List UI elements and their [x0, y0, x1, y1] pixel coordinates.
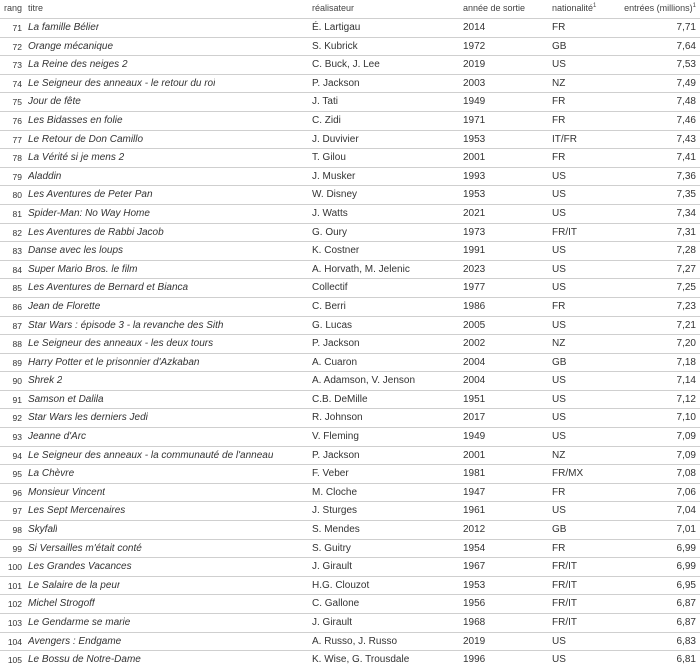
rank-cell: 101: [7, 580, 22, 591]
title-cell: Danse avec les loups: [28, 245, 124, 257]
header-nationality-footnote: 1: [593, 3, 597, 9]
year-cell: 1953: [463, 579, 486, 591]
rank-cell: 85: [12, 283, 22, 294]
title-cell: Les Bidasses en folie: [28, 114, 123, 126]
nationality-cell: US: [552, 375, 566, 387]
year-cell: 2023: [463, 263, 486, 275]
nationality-cell: FR/IT: [552, 598, 577, 610]
nationality-cell: US: [552, 393, 566, 405]
title-cell: Le Salaire de la peur: [28, 579, 121, 591]
rank-cell: 102: [7, 599, 22, 610]
entries-cell: 6,81: [676, 654, 696, 666]
entries-cell: 6,87: [676, 598, 696, 610]
year-cell: 1977: [463, 282, 486, 294]
director-cell: H.G. Clouzot: [312, 579, 370, 591]
year-cell: 2004: [463, 375, 486, 387]
rank-cell: 97: [12, 506, 22, 517]
table-row: [0, 92, 700, 111]
nationality-cell: IT/FR: [552, 133, 577, 145]
title-cell: Si Versailles m'était conté: [28, 542, 142, 554]
nationality-cell: FR: [552, 542, 566, 554]
entries-cell: 7,31: [676, 226, 696, 238]
year-cell: 2017: [463, 412, 486, 424]
table-body: [0, 18, 700, 669]
title-cell: La famille Bélier: [28, 22, 100, 33]
table-row: [0, 167, 700, 186]
table-row: [0, 520, 700, 539]
entries-cell: 7,46: [676, 114, 696, 126]
entries-cell: 7,09: [676, 449, 696, 461]
year-cell: 1961: [463, 505, 486, 517]
year-cell: 2012: [463, 524, 486, 536]
year-cell: 1956: [463, 598, 486, 610]
nationality-cell: US: [552, 170, 566, 182]
year-cell: 1953: [463, 133, 486, 145]
table-row: [0, 111, 700, 130]
entries-cell: 7,21: [676, 319, 696, 331]
table-row: [0, 316, 700, 335]
entries-cell: 6,99: [676, 542, 696, 554]
entries-cell: 7,64: [676, 40, 696, 52]
header-nationality: [552, 3, 596, 13]
year-cell: 1972: [463, 40, 486, 52]
director-cell: S. Mendes: [312, 524, 360, 536]
director-cell: A. Cuaron: [312, 356, 358, 368]
table-row: [0, 390, 700, 409]
title-cell: La Vérité si je mens 2: [28, 152, 125, 164]
year-cell: 1953: [463, 189, 486, 201]
title-cell: Les Sept Mercenaires: [28, 505, 126, 517]
nationality-cell: US: [552, 412, 566, 424]
title-cell: La Reine des neiges 2: [28, 59, 128, 71]
nationality-cell: FR: [552, 300, 566, 312]
rank-cell: 89: [12, 357, 22, 368]
rank-cell: 92: [12, 413, 22, 424]
nationality-cell: FR/IT: [552, 226, 577, 238]
title-cell: Super Mario Bros. le film: [28, 263, 138, 275]
table-row: [0, 408, 700, 427]
table-row: [0, 632, 700, 651]
title-cell: Star Wars : épisode 3 - la revanche des Sith: [28, 319, 224, 331]
rank-cell: 91: [12, 394, 22, 405]
entries-cell: 7,10: [676, 412, 696, 424]
entries-cell: 7,20: [676, 338, 696, 350]
nationality-cell: US: [552, 245, 566, 257]
header-nationality-label: nationalité: [552, 3, 594, 13]
director-cell: R. Johnson: [312, 412, 363, 424]
nationality-cell: US: [552, 319, 566, 331]
director-cell: C. Buck, J. Lee: [312, 59, 380, 71]
table-row: [0, 297, 700, 316]
rank-cell: 93: [12, 432, 22, 443]
rank-cell: 77: [12, 134, 22, 145]
rank-cell: 75: [12, 97, 22, 108]
table-row: [0, 241, 700, 260]
entries-cell: 7,41: [676, 152, 696, 164]
nationality-cell: GB: [552, 40, 567, 52]
table-row: [0, 501, 700, 520]
entries-cell: 7,27: [676, 263, 696, 275]
table-row: [0, 557, 700, 576]
title-cell: Avengers : Endgame: [28, 635, 122, 647]
nationality-cell: FR: [552, 96, 566, 108]
director-cell: J. Duvivier: [312, 133, 359, 145]
year-cell: 1947: [463, 486, 486, 498]
nationality-cell: FR/MX: [552, 468, 584, 480]
year-cell: 1986: [463, 300, 486, 312]
year-cell: 1991: [463, 245, 486, 257]
rank-cell: 79: [12, 171, 22, 182]
nationality-cell: US: [552, 207, 566, 219]
nationality-cell: FR: [552, 152, 566, 164]
table-row: [0, 594, 700, 613]
header-entries-label: entrées (millions): [624, 3, 693, 13]
year-cell: 1971: [463, 114, 486, 126]
rank-cell: 90: [12, 376, 22, 387]
title-cell: Les Aventures de Bernard et Bianca: [28, 282, 189, 294]
title-cell: Skyfall: [28, 524, 58, 536]
title-cell: Jeanne d'Arc: [28, 431, 87, 443]
rank-cell: 82: [12, 227, 22, 238]
nationality-cell: US: [552, 59, 566, 71]
table-row: [0, 464, 700, 483]
title-cell: Samson et Dalila: [28, 393, 104, 405]
year-cell: 1993: [463, 170, 486, 182]
year-cell: 2003: [463, 77, 486, 89]
rank-cell: 88: [12, 339, 22, 350]
rank-cell: 94: [12, 450, 22, 461]
title-cell: Jean de Florette: [28, 300, 101, 312]
title-cell: Michel Strogoff: [28, 598, 95, 610]
director-cell: C. Zidi: [312, 114, 341, 126]
director-cell: C. Berri: [312, 300, 346, 312]
director-cell: F. Veber: [312, 468, 349, 480]
entries-cell: 7,06: [676, 486, 696, 498]
director-cell: Collectif: [312, 282, 348, 294]
year-cell: 2019: [463, 635, 486, 647]
nationality-cell: US: [552, 505, 566, 517]
title-cell: Le Bossu de Notre-Dame: [28, 654, 141, 666]
rank-cell: 95: [12, 469, 22, 480]
rank-cell: 84: [12, 264, 22, 275]
year-cell: 1973: [463, 226, 486, 238]
title-cell: Orange mécanique: [28, 40, 114, 52]
header-rank: rang: [4, 3, 23, 13]
nationality-cell: US: [552, 431, 566, 443]
year-cell: 1996: [463, 654, 486, 666]
table-row: [0, 576, 700, 595]
nationality-cell: FR: [552, 22, 566, 33]
rank-cell: 73: [12, 60, 22, 71]
nationality-cell: GB: [552, 524, 567, 536]
director-cell: C.B. DeMille: [312, 393, 368, 405]
year-cell: 2004: [463, 356, 486, 368]
title-cell: Le Seigneur des anneaux - la communauté de l'anneau: [28, 449, 274, 461]
entries-cell: 7,18: [676, 356, 696, 368]
year-cell: 2001: [463, 449, 486, 461]
director-cell: T. Gilou: [312, 152, 346, 164]
rank-cell: 98: [12, 525, 22, 536]
nationality-cell: US: [552, 282, 566, 294]
table-row: [0, 483, 700, 502]
table-row: [0, 446, 700, 465]
director-cell: C. Gallone: [312, 598, 360, 610]
title-cell: Le Gendarme se marie: [28, 617, 131, 628]
director-cell: A. Adamson, V. Jenson: [312, 375, 416, 387]
director-cell: J. Watts: [312, 207, 348, 219]
year-cell: 1949: [463, 431, 486, 443]
rank-cell: 87: [12, 320, 22, 331]
table-header: [0, 0, 700, 18]
director-cell: G. Lucas: [312, 319, 353, 331]
header-title: titre: [28, 3, 44, 13]
entries-cell: 7,08: [676, 468, 696, 480]
table-row: [0, 613, 700, 632]
entries-cell: 7,49: [676, 77, 696, 89]
director-cell: J. Girault: [312, 561, 353, 573]
nationality-cell: FR/IT: [552, 561, 577, 573]
title-cell: Le Seigneur des anneaux - les deux tours: [28, 338, 214, 350]
title-cell: Monsieur Vincent: [28, 486, 106, 498]
nationality-cell: FR/IT: [552, 579, 577, 591]
entries-cell: 7,53: [676, 59, 696, 71]
entries-cell: 7,04: [676, 505, 696, 517]
title-cell: La Chèvre: [28, 468, 75, 480]
director-cell: J. Musker: [312, 170, 356, 182]
director-cell: A. Horvath, M. Jelenic: [312, 263, 410, 275]
table-row: [0, 74, 700, 93]
rank-cell: 78: [12, 153, 22, 164]
nationality-cell: US: [552, 189, 566, 201]
rank-cell: 105: [7, 655, 22, 666]
rank-cell: 80: [12, 190, 22, 201]
rank-cell: 72: [12, 41, 22, 52]
director-cell: V. Fleming: [312, 431, 359, 443]
header-year: année de sortie: [463, 3, 526, 13]
director-cell: S. Kubrick: [312, 40, 358, 52]
entries-cell: 6,99: [676, 561, 696, 573]
year-cell: 1951: [463, 393, 486, 405]
rank-cell: 83: [12, 246, 22, 257]
entries-cell: 7,23: [676, 300, 696, 312]
entries-cell: 6,87: [676, 617, 696, 628]
director-cell: P. Jackson: [312, 77, 360, 89]
director-cell: P. Jackson: [312, 449, 360, 461]
rank-cell: 71: [12, 23, 22, 33]
table-row: [0, 148, 700, 167]
header-director: réalisateur: [312, 3, 355, 13]
entries-cell: 7,48: [676, 96, 696, 108]
director-cell: J. Sturges: [312, 505, 358, 517]
director-cell: J. Girault: [312, 617, 353, 628]
title-cell: Spider-Man: No Way Home: [28, 207, 150, 219]
entries-cell: 7,36: [676, 170, 696, 182]
nationality-cell: NZ: [552, 449, 566, 461]
rank-cell: 74: [12, 78, 22, 89]
year-cell: 2019: [463, 59, 486, 71]
title-cell: Le Retour de Don Camillo: [28, 133, 144, 145]
director-cell: S. Guitry: [312, 542, 351, 554]
table-row: [0, 371, 700, 390]
table-row: [0, 18, 700, 37]
director-cell: A. Russo, J. Russo: [312, 635, 398, 647]
entries-cell: 7,09: [676, 431, 696, 443]
entries-cell: 7,28: [676, 245, 696, 257]
title-cell: Les Aventures de Rabbi Jacob: [28, 226, 164, 238]
table-row: [0, 260, 700, 279]
table-row: [0, 130, 700, 149]
nationality-cell: FR: [552, 114, 566, 126]
year-cell: 1967: [463, 561, 486, 573]
table-row: [0, 650, 700, 669]
year-cell: 2002: [463, 338, 486, 350]
entries-cell: 7,35: [676, 189, 696, 201]
title-cell: Aladdin: [28, 170, 62, 182]
title-cell: Le Seigneur des anneaux - le retour du roi: [28, 77, 216, 89]
rank-cell: 103: [7, 618, 22, 628]
rank-cell: 96: [12, 487, 22, 498]
rank-cell: 104: [7, 636, 22, 647]
table-row: [0, 353, 700, 372]
year-cell: 1949: [463, 96, 486, 108]
nationality-cell: GB: [552, 356, 567, 368]
title-cell: Harry Potter et le prisonnier d'Azkaban: [28, 356, 200, 368]
director-cell: K. Wise, G. Trousdale: [312, 654, 410, 666]
table-row: [0, 55, 700, 74]
nationality-cell: US: [552, 654, 566, 666]
year-cell: 2014: [463, 22, 486, 33]
director-cell: É. Lartigau: [312, 22, 361, 33]
entries-cell: 7,71: [676, 22, 696, 33]
title-cell: Les Aventures de Peter Pan: [28, 189, 153, 201]
rank-cell: 81: [12, 208, 22, 219]
nationality-cell: FR: [552, 486, 566, 498]
table-row: [0, 37, 700, 56]
director-cell: M. Cloche: [312, 486, 358, 498]
nationality-cell: NZ: [552, 77, 566, 89]
director-cell: P. Jackson: [312, 338, 360, 350]
year-cell: 1954: [463, 542, 486, 554]
nationality-cell: NZ: [552, 338, 566, 350]
title-cell: Star Wars les derniers Jedi: [28, 412, 148, 424]
director-cell: W. Disney: [312, 189, 358, 201]
year-cell: 2001: [463, 152, 486, 164]
table-row: [0, 204, 700, 223]
director-cell: K. Costner: [312, 245, 360, 257]
nationality-cell: US: [552, 635, 566, 647]
header-entries-footnote: 1: [692, 3, 696, 9]
header-entries: [624, 3, 696, 13]
nationality-cell: FR/IT: [552, 617, 577, 628]
entries-cell: 7,25: [676, 282, 696, 294]
entries-cell: 6,83: [676, 635, 696, 647]
director-cell: G. Oury: [312, 226, 348, 238]
title-cell: Jour de fête: [28, 96, 81, 108]
year-cell: 1981: [463, 468, 486, 480]
entries-cell: 7,34: [676, 207, 696, 219]
nationality-cell: US: [552, 263, 566, 275]
rank-cell: 76: [12, 115, 22, 126]
rank-cell: 99: [12, 543, 22, 554]
table-row: [0, 278, 700, 297]
rank-cell: 86: [12, 301, 22, 312]
title-cell: Les Grandes Vacances: [28, 561, 132, 573]
director-cell: J. Tati: [312, 96, 338, 108]
year-cell: 2021: [463, 207, 486, 219]
entries-cell: 7,12: [676, 393, 696, 405]
entries-cell: 7,01: [676, 524, 696, 536]
entries-cell: 7,14: [676, 375, 696, 387]
table-row: [0, 185, 700, 204]
table-row: [0, 334, 700, 353]
table-row: [0, 427, 700, 446]
table-row: [0, 539, 700, 558]
year-cell: 1968: [463, 617, 486, 628]
entries-cell: 7,43: [676, 133, 696, 145]
table-row: [0, 223, 700, 242]
year-cell: 2005: [463, 319, 486, 331]
entries-cell: 6,95: [676, 579, 696, 591]
title-cell: Shrek 2: [28, 375, 63, 387]
rank-cell: 100: [7, 562, 22, 573]
